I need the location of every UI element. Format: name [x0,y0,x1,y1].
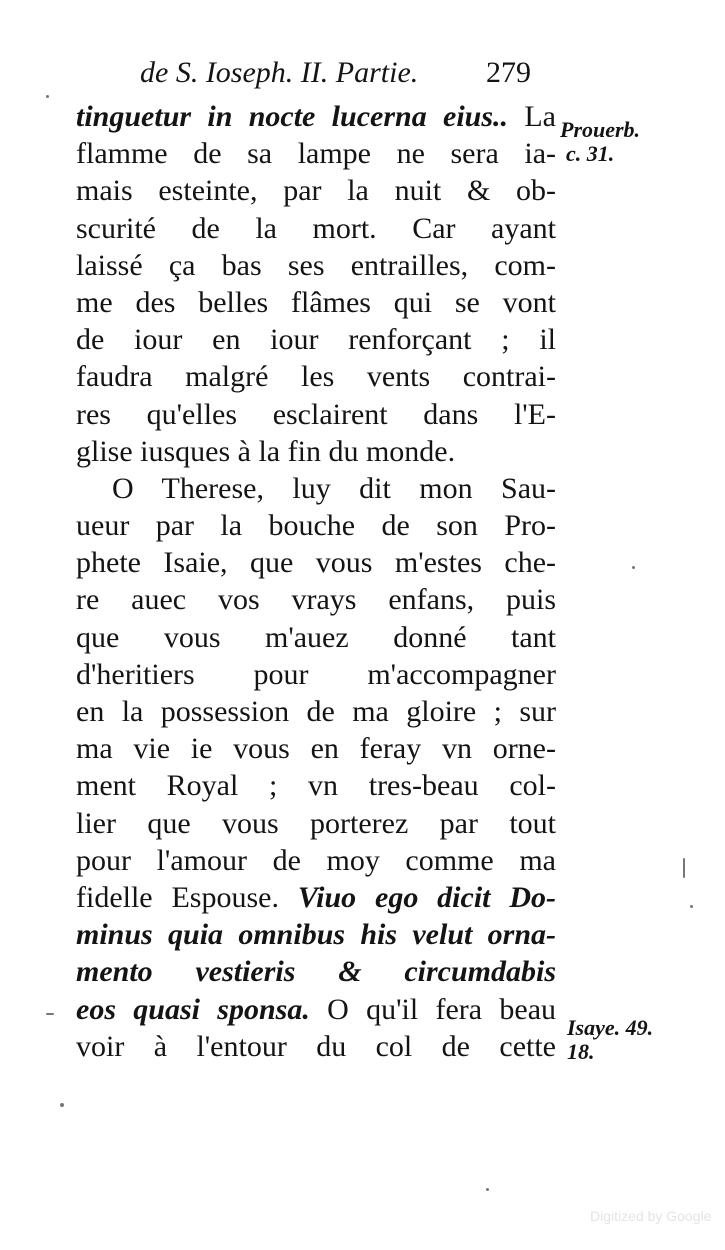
latin-quote: eos quasi sponsa. [76,992,310,1026]
scan-speck [632,566,635,569]
latin-quote: tinguetur in nocte lucerna eius.. [76,100,509,133]
text-fragment: fidelle Espouse. [76,880,279,914]
scan-speck [486,1188,489,1191]
margin-note-proverbs [560,118,640,166]
text-line: mais esteinte, par la nuit & ob- [76,174,556,208]
latin-line: minus quia omnibus his velut orna- [76,918,556,952]
text-line: ma vie ie vous en feray vn orne- [76,732,556,766]
scan-speck [46,1013,54,1015]
margin-note-line: 18. [567,1039,595,1064]
text-line: faudra malgré les vents contrai- [76,360,556,394]
scan-speck [60,1103,64,1107]
margin-note-line: Prouerb. [560,117,641,142]
text-line: phete Isaie, que vous m'estes che- [76,546,556,580]
text-line: laissé ça bas ses entrailles, com- [76,248,556,282]
text-fragment: La [524,100,556,133]
scan-speck [690,905,693,908]
text-line: pour l'amour de moy comme ma [76,843,556,877]
text-line: re auec vos vrays enfans, puis [76,583,556,617]
watermark: Digitized by Google [590,1208,712,1224]
margin-note-isaiah [567,1016,653,1064]
scan-speck [46,95,49,98]
text-line: que vous m'auez donné tant [76,620,556,654]
text-line: res qu'elles esclairent dans l'E- [76,397,556,431]
text-line [76,991,556,1028]
latin-line: mento vestieris & circumdabis [76,955,556,989]
text-line: flamme de sa lampe ne sera ia- [76,137,556,171]
page-header [140,56,560,90]
margin-note-line: c. 31. [566,141,615,166]
text-fragment: O qu'il fera beau [327,992,557,1026]
text-line: ueur par la bouche de son Pro- [76,509,556,543]
text-line: d'heritiers pour m'accompagner [76,657,556,691]
margin-note-line: Isaye. 49. [567,1015,654,1040]
page-number: 279 [486,56,531,89]
text-line: glise iusques à la fin du monde. [76,434,456,468]
text-line [76,879,556,916]
text-line: scurité de la mort. Car ayant [76,211,556,245]
text-line: lier que vous porterez par tout [76,806,556,840]
scan-speck [683,858,685,878]
text-line: ment Royal ; vn tres-beau col- [76,769,556,803]
text-line [76,98,556,135]
text-line: en la possession de ma gloire ; sur [76,695,556,728]
running-title: de S. Ioseph. II. Partie. [140,56,419,89]
text-line: O Therese, luy dit mon Sau- [112,471,556,505]
text-line: me des belles flâmes qui se vont [76,285,556,319]
text-line: voir à l'entour du col de cette [76,1029,556,1063]
text-line: de iour en iour renforçant ; il [76,323,556,357]
latin-quote: Viuo ego dicit Do- [297,880,556,914]
body-text [76,98,556,1065]
